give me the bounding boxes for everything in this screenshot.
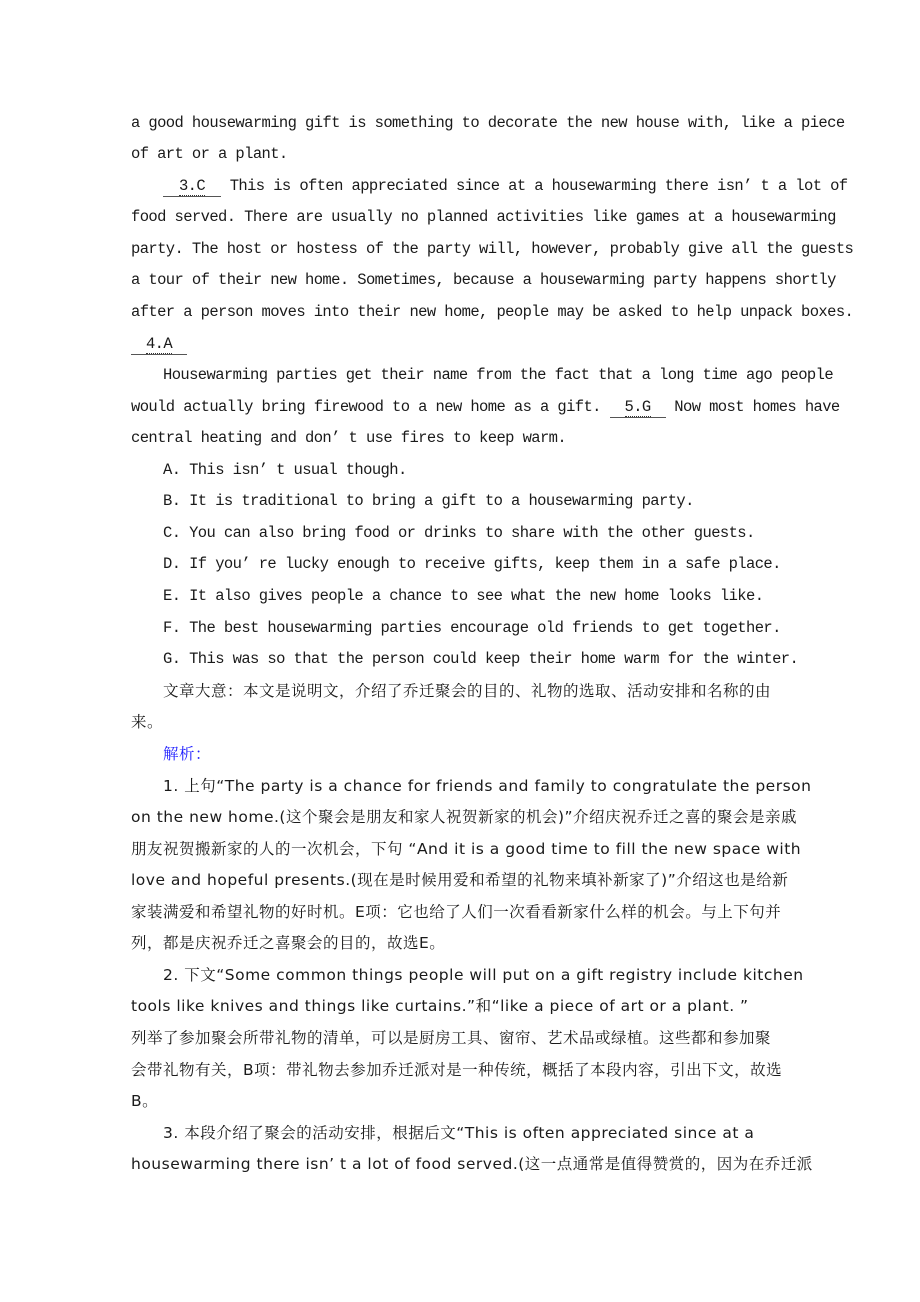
analysis-item-3: 3. 本段介绍了聚会的活动安排，根据后文“This is often appreciated since at a [163, 1124, 755, 1142]
passage-text: would actually bring firewood to a new home as a gift. [131, 398, 601, 416]
analysis-heading: 解析： [163, 745, 212, 763]
passage-line-with-blank-5 [131, 397, 840, 418]
answer-blank-4 [131, 334, 187, 355]
analysis-line: tools like knives and things like curtains.”和“like a piece of art or a plant. ” [131, 997, 749, 1015]
analysis-line: on the new home.(这个聚会是朋友和家人祝贺新家的机会)”介绍庆祝乔迁之喜的聚会是亲戚 [131, 808, 798, 826]
analysis-line: B。 [131, 1092, 159, 1110]
answer-5: 5.G [624, 398, 651, 416]
option-g: G. This was so that the person could keep their home warm for the winter. [163, 650, 799, 668]
analysis-line: 会带礼物有关，B项：带礼物去参加乔迁派对是一种传统，概括了本段内容，引出下文，故选 [131, 1061, 783, 1079]
summary-line: 来。 [131, 713, 164, 731]
analysis-item-1: 1. 上句“The party is a chance for friends and family to congratulate the person [163, 777, 812, 795]
passage-line: a good housewarming gift is something to decorate the new house with, like a piece [131, 114, 845, 132]
answer-blank-5 [610, 397, 666, 418]
answer-4: 4.A [145, 335, 173, 353]
passage-line: party. The host or hostess of the party will, however, probably give all the guests [131, 240, 854, 258]
answer-blank-4-line [131, 334, 187, 355]
passage-line: after a person moves into their new home, people may be asked to help unpack boxes. [131, 303, 854, 321]
answer-3: 3.C [178, 177, 206, 195]
option-e: E. It also gives people a chance to see what the new home looks like. [163, 587, 764, 605]
option-b: B. It is traditional to bring a gift to a housewarming party. [163, 492, 694, 510]
analysis-line: 列举了参加聚会所带礼物的清单，可以是厨房工具、窗帘、艺术品或绿植。这些都和参加聚 [131, 1029, 772, 1047]
passage-text: Now most homes have [674, 398, 840, 416]
option-c: C. You can also bring food or drinks to share with the other guests. [163, 524, 755, 542]
analysis-line: love and hopeful presents.(现在是时候用爱和希望的礼物来填补新家了)”介绍这也是给新 [131, 871, 789, 889]
option-d: D. If you’ re lucky enough to receive gifts, keep them in a safe place. [163, 555, 781, 573]
passage-paragraph-3-start [163, 176, 848, 197]
analysis-line: 家装满爱和希望礼物的好时机。E项：它也给了人们一次看看新家什么样的机会。与上下句并 [131, 903, 782, 921]
passage-line: This is often appreciated since at a housewarming there isn’ t a lot of [229, 177, 848, 195]
passage-line: central heating and don’ t use fires to keep warm. [131, 429, 567, 447]
analysis-line: 列，都是庆祝乔迁之喜聚会的目的，故选E。 [131, 934, 446, 952]
answer-blank-3 [163, 176, 221, 197]
passage-line: a tour of their new home. Sometimes, because a housewarming party happens shortly [131, 271, 836, 289]
analysis-line: housewarming there isn’ t a lot of food served.(这一点通常是值得赞赏的，因为在乔迁派 [131, 1155, 813, 1173]
option-a: A. This isn’ t usual though. [163, 461, 407, 479]
option-f: F. The best housewarming parties encourage old friends to get together. [163, 619, 781, 637]
analysis-item-2: 2. 下文“Some common things people will put on a gift registry include kitchen [163, 966, 804, 984]
summary-line: 文章大意：本文是说明文，介绍了乔迁聚会的目的、礼物的选取、活动安排和名称的由 [163, 682, 772, 700]
analysis-line: 朋友祝贺搬新家的人的一次机会，下句 “And it is a good time to fill the new space with [131, 840, 802, 858]
passage-line: of art or a plant. [131, 145, 288, 163]
passage-line: food served. There are usually no planned activities like games at a housewarming [131, 208, 836, 226]
passage-line: Housewarming parties get their name from the fact that a long time ago people [163, 366, 834, 384]
